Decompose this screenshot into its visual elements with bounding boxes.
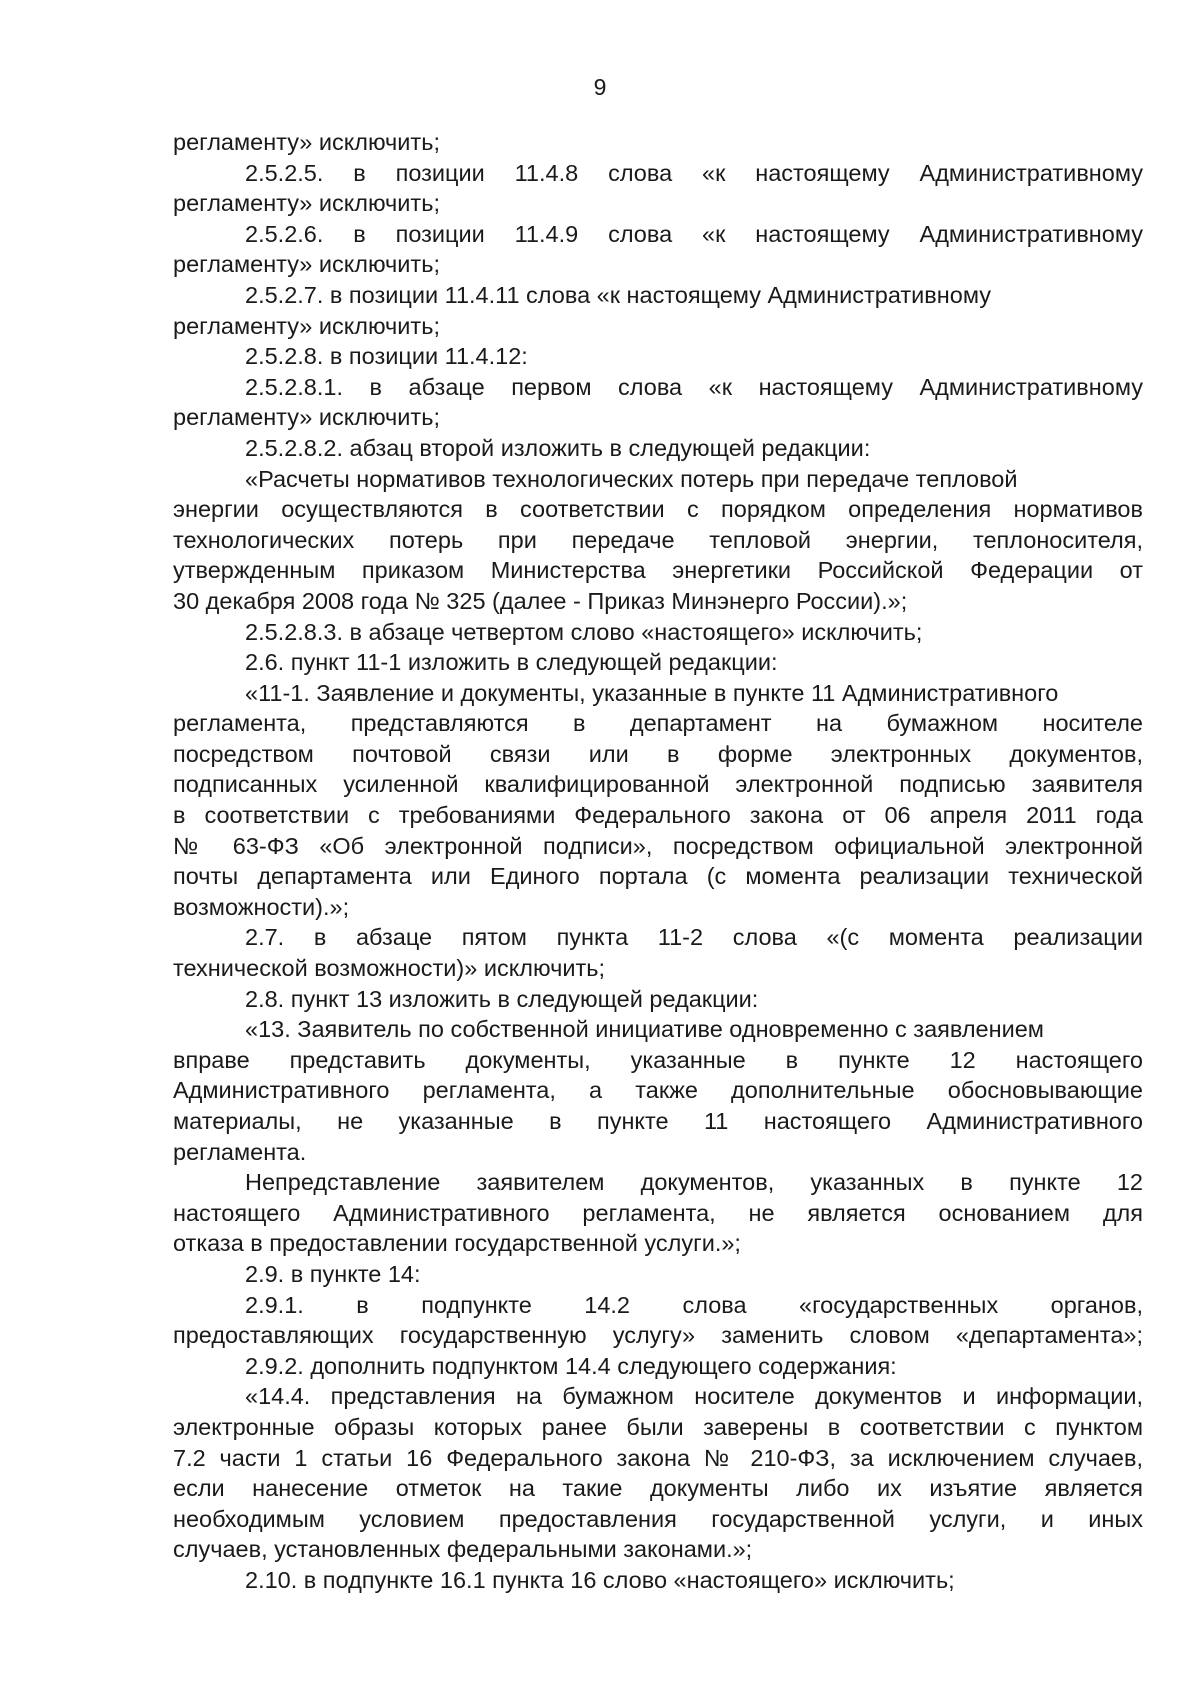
text-line: 30 декабря 2008 года № 325 (далее - Приказ Минэнерго России).»; xyxy=(173,587,908,614)
text-line: «Расчеты нормативов технологических потерь при передаче тепловой xyxy=(245,465,1018,492)
text-line: 2.5.2.8.1. в абзаце первом слова «к настоящему Административному xyxy=(245,373,1144,400)
text-line: регламенту» исключить; xyxy=(173,129,440,155)
text-line: регламента. xyxy=(173,1138,307,1165)
text-line: регламенту» исключить; xyxy=(173,190,440,217)
text-line: 2.5.2.8.3. в абзаце четвертом слово «настоящего» исключить; xyxy=(245,618,923,645)
text-line: регламента, представляются в департамент на бумажном носителе xyxy=(173,710,1143,737)
text-line: настоящего Административного регламента, не является основанием для xyxy=(173,1199,1143,1226)
text-line: вправе представить документы, указанные в пункте 12 настоящего xyxy=(173,1046,1143,1073)
text-line: 2.5.2.6. в позиции 11.4.9 слова «к настоящему Административному xyxy=(245,220,1144,247)
text-line: утвержденным приказом Министерства энергетики Российской Федерации от xyxy=(173,557,1143,584)
text-line: Непредставление заявителем документов, указанных в пункте 12 xyxy=(245,1169,1143,1196)
text-line: технической возможности)» исключить; xyxy=(173,955,605,982)
text-line: № 63-ФЗ «Об электронной подписи», посредством официальной электронной xyxy=(173,832,1143,859)
text-line: регламенту» исключить; xyxy=(173,251,440,278)
text-line: 7.2 части 1 статьи 16 Федерального закона № 210-ФЗ, за исключением случаев, xyxy=(173,1444,1143,1471)
text-line: 2.5.2.7. в позиции 11.4.11 слова «к настоящему Административному xyxy=(245,281,991,308)
text-line: возможности).»; xyxy=(173,893,350,920)
text-line: технологических потерь при передаче тепловой энергии, теплоносителя, xyxy=(173,526,1143,553)
text-line: в соответствии с требованиями Федерального закона от 06 апреля 2011 года xyxy=(173,802,1143,829)
text-line: 2.9.2. дополнить подпунктом 14.4 следующего содержания: xyxy=(245,1352,897,1379)
text-line: отказа в предоставлении государственной услуги.»; xyxy=(173,1230,741,1257)
text-line: материалы, не указанные в пункте 11 настоящего Административного xyxy=(173,1108,1143,1134)
text-line: 2.9. в пункте 14: xyxy=(245,1260,421,1287)
text-line: «13. Заявитель по собственной инициативе одновременно с заявлением xyxy=(245,1016,1044,1043)
text-line: Административного регламента, а также дополнительные обосновывающие xyxy=(173,1077,1143,1104)
text-line: предоставляющих государственную услугу» заменить словом «департамента»; xyxy=(173,1322,1143,1349)
text-line: «14.4. представления на бумажном носителе документов и информации, xyxy=(245,1383,1143,1410)
text-line: электронные образы которых ранее были заверены в соответствии с пунктом xyxy=(173,1413,1143,1440)
text-line: подписанных усиленной квалифицированной электронной подписью заявителя xyxy=(173,771,1143,798)
text-line: 2.5.2.8.2. абзац второй изложить в следующей редакции: xyxy=(245,434,871,461)
text-line: почты департамента или Единого портала (с момента реализации технической xyxy=(173,863,1143,890)
document-body xyxy=(173,127,1143,1596)
text-line: «11-1. Заявление и документы, указанные в пункте 11 Административного xyxy=(245,679,1059,706)
text-line: регламенту» исключить; xyxy=(173,312,440,339)
text-line: 2.9.1. в подпункте 14.2 слова «государственных органов, xyxy=(245,1291,1143,1318)
text-line: 2.5.2.5. в позиции 11.4.8 слова «к настоящему Административному xyxy=(245,159,1144,186)
text-line: 2.7. в абзаце пятом пункта 11-2 слова «(с момента реализации xyxy=(245,924,1143,951)
text-line: 2.6. пункт 11-1 изложить в следующей редакции: xyxy=(245,649,778,676)
text-line: посредством почтовой связи или в форме электронных документов, xyxy=(173,740,1143,767)
text-line: случаев, установленных федеральными законами.»; xyxy=(173,1536,753,1563)
text-line: энергии осуществляются в соответствии с порядком определения нормативов xyxy=(173,496,1143,523)
text-line: 2.5.2.8. в позиции 11.4.12: xyxy=(245,343,528,370)
text-line: 2.8. пункт 13 изложить в следующей редакции: xyxy=(245,985,759,1012)
text-line: 2.10. в подпункте 16.1 пункта 16 слово «настоящего» исключить; xyxy=(245,1566,955,1593)
text-line: если нанесение отметок на такие документы либо их изъятие является xyxy=(173,1475,1143,1502)
text-line: необходимым условием предоставления государственной услуги, и иных xyxy=(173,1505,1143,1532)
page-number: 9 xyxy=(593,74,607,100)
text-line: регламенту» исключить; xyxy=(173,404,440,431)
